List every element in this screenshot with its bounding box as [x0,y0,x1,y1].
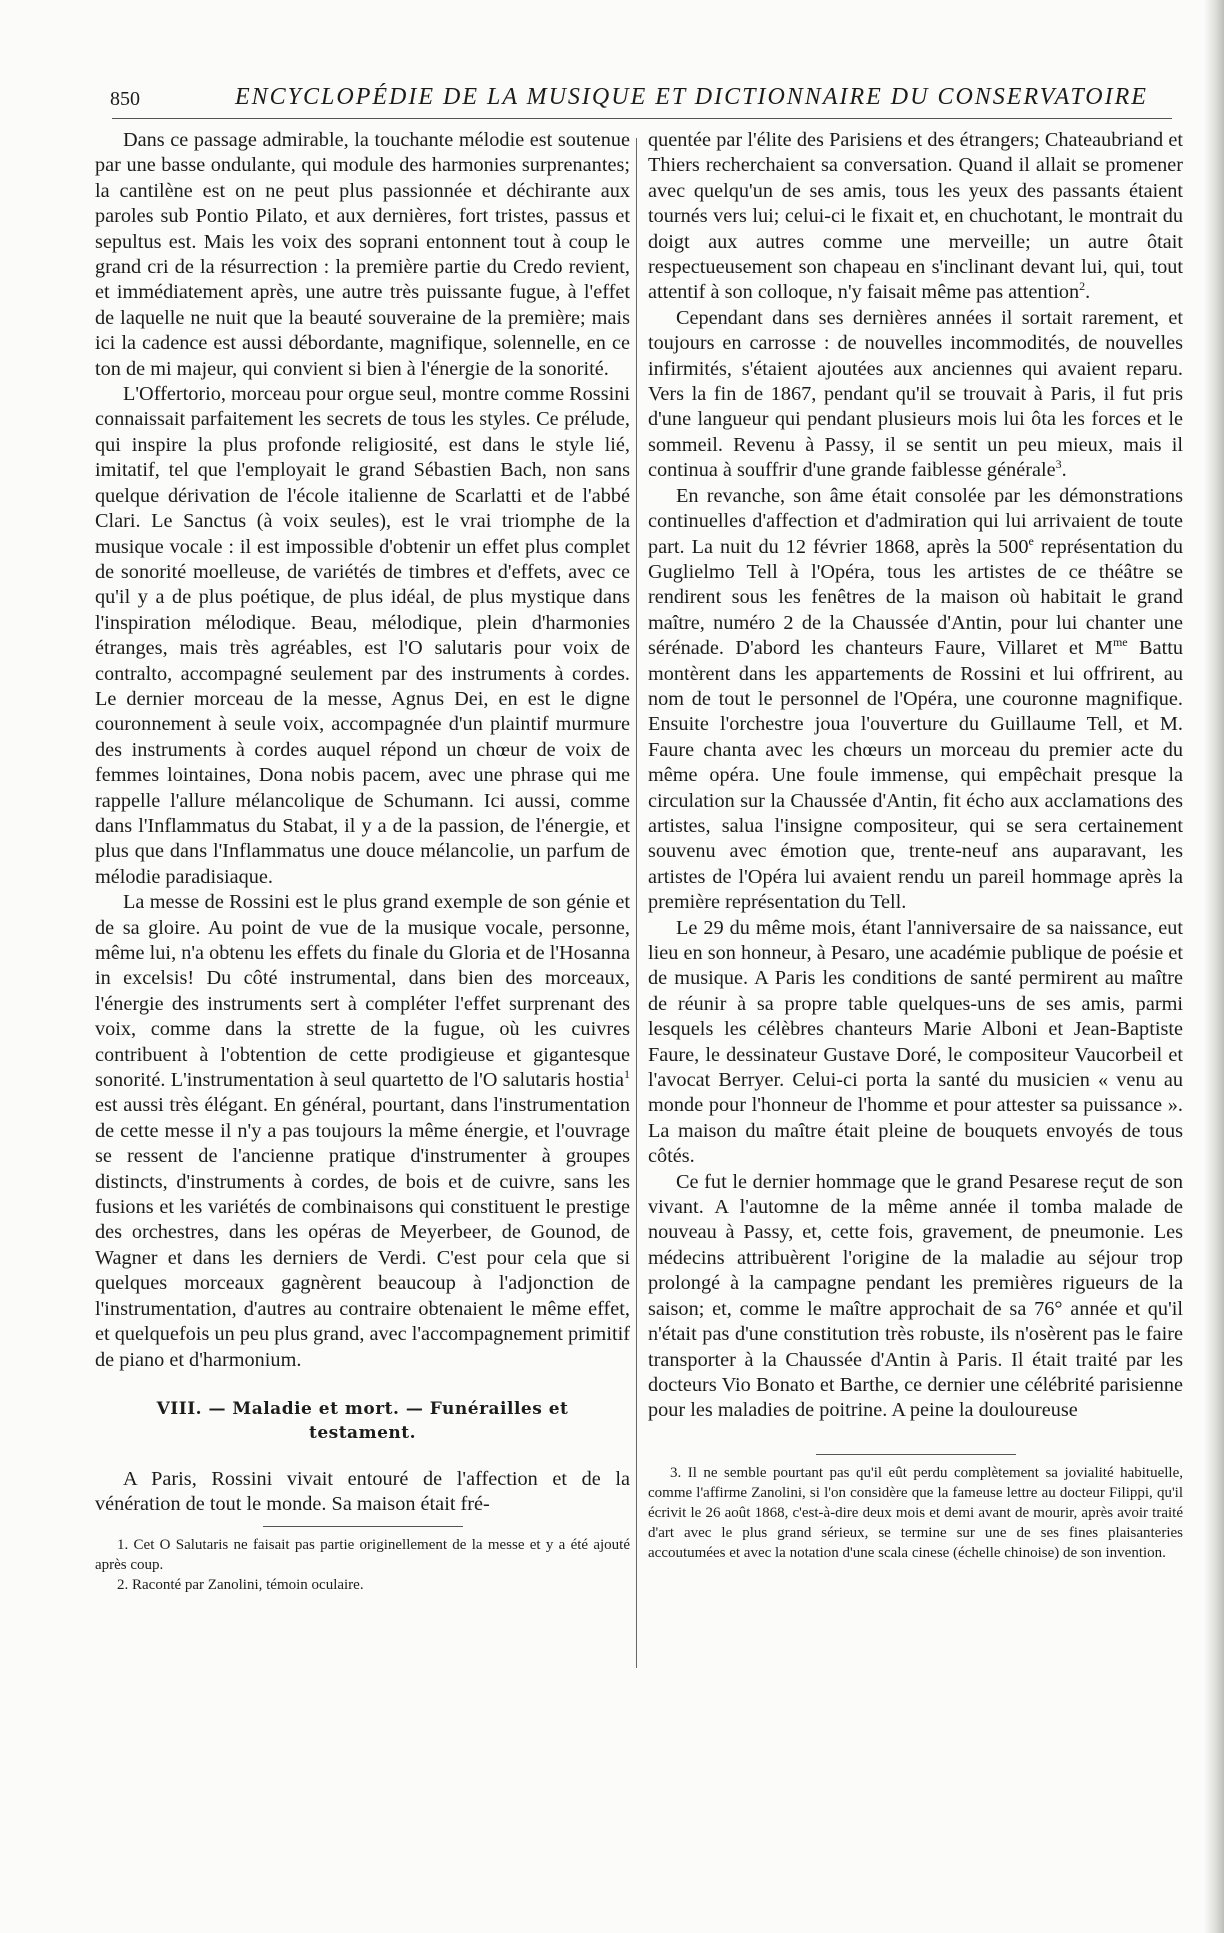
paragraph: Le 29 du même mois, étant l'anniversaire de sa naissance, eut lieu en son honneur, à Pesaro, une académie publique de poésie et de musique. A Paris les conditions de santé permirent au maître de réunir à sa propre table quelques-uns de ses amis, parmi lesquels les célèbres chanteurs Marie Alboni et Jean-Baptiste Faure, le dessinateur Gustave Doré, le compositeur Vaucorbeil et l'avocat Berryer. Celui-ci porta la santé du musicien « venu au monde pour l'honneur de l'homme et pour attester sa puissance ». La maison du maître était pleine de bouquets envoyés de tous côtés. [648,916,1183,1168]
header-rule [112,118,1172,119]
paragraph: quentée par l'élite des Parisiens et des étrangers; Chateaubriand et Thiers recherchaient sa conversation. Quand il allait se promener avec quelqu'un de ses amis, tous les yeux des passants étaient tournés vers lui; celui-ci le fixait et, en chuchotant, le montrait du doigt aux autres comme une merveille; un autre ôtait respectueusement son chapeau en s'inclinant devant lui, qui, tout attentif à son colloque, n'y faisait même pas attention$^2$. [648,129,1183,304]
paragraph: A Paris, Rossini vivait entouré de l'affection et de la vénération de tout le monde. Sa maison était fré- [95,1467,630,1516]
paragraph: La messe de Rossini est le plus grand exemple de son génie et de sa gloire. Au point de vue de la musique vocale, personne, même lui, n'a obtenu les effets du finale du Gloria et de l'Hosanna in excelsis! Du côté instrumental, dans bien des morceaux, l'énergie des instruments sert à compléter l'effet surprenant des voix, comme dans la strette de la fugue, où les cuivres contribuent à l'obtention de cette prodigieuse et gigantesque sonorité. L'instrumentation à seul quartetto de l'O salutaris hostia$^1$ est aussi très élégant. En général, pourtant, dans l'instrumentation de cette messe il n'y a pas toujours la même énergie, et l'ouvrage se ressent de l'ancienne pratique d'instrumenter à groupes distincts, d'instruments à cordes, de bois et de cuivre, sans les fusions et les variétés de combinaisons qui constituent le prestige des orchestres, dans les opéras de Meyerbeer, de Gounod, de Wagner et dans les derniers de Verdi. C'est pour cela que si quelques morceaux gagnèrent beaucoup à l'adjonction de l'instrumentation, d'autres au contraire obtenaient le même effet, et quelquefois un peu plus grand, avec l'accompagnement primitif de piano et d'harmonium. [95,891,630,1371]
footnote: 3. Il ne semble pourtant pas qu'il eût perdu complètement sa jovialité habituelle, comme l'affirme Zanolini, si l'on considère que la fameuse lettre au docteur Filippi, qu'il écrivit le 26 août 1868, c'est-à-dire deux mois et demi avant de mourir, après avoir traité d'art avec le plus grand sérieux, se termine sur une de ses fines plaisanteries accoutumées et avec la notation d'une scala cinese (échelle chinoise) de son invention. [648,1464,1183,1561]
page-header [110,84,1168,114]
footnotes [648,1463,1183,1563]
footnote-marker: 2 [1079,279,1086,294]
column-divider [636,138,637,1668]
paragraph: Cependant dans ses dernières années il sortait rarement, et toujours en carrosse : de nouvelles incommodités, de nouvelles infirmités, s'étaient ajoutées aux anciennes qui avaient reparu. Vers la fin de 1867, pendant qu'il se trouvait à Paris, il fut pris d'une langueur qui pendant plusieurs mois lui ôta les forces et le sommeil. Revenu à Passy, il se sentit un peu mieux, mais il continua à souffrir d'une grande faiblesse générale$^3$. [648,306,1183,482]
paragraph: L'Offertorio, morceau pour orgue seul, montre comme Rossini connaissait parfaitement les secrets de tous les styles. Ce prélude, qui inspire la plus profonde religiosité, est dans le style lié, imitatif, tel que l'employait le grand Sébastien Bach, non sans quelque dérivation de l'école italienne de Scarlatti et de l'abbé Clari. Le Sanctus (à voix seules), est le vrai triomphe de la musique vocale : il est impossible d'obtenir un effet plus complet de sonorité moelleuse, de variétés de timbres et d'effets, avec ce qu'il y a de plus poétique, de plus idéal, de plus mystique dans l'inspiration mélodique. Beau, mélodique, plein d'harmonies étranges, mais très agréables, est l'O salutaris pour voix de contralto, accompagné seulement par des instruments à cordes. Le dernier morceau de la messe, Agnus Dei, en est le digne couronnement à seule voix, accompagnée d'un plaintif murmure des instruments à cordes auquel répond un chœur de voix de femmes lointaines, Dona nobis pacem, avec une phrase qui me rappelle l'allure mélancolique de Schumann. Ici aussi, comme dans l'Inflammatus du Stabat, il y a de la passion, de l'énergie, et plus que dans l'Inflammatus une douce mélancolie, un parfum de mélodie paradisiaque. [95,383,631,888]
paragraph: Ce fut le dernier hommage que le grand Pesarese reçut de son vivant. A l'automne de la même année il tomba malade de nouveau à Passy, et, cette fois, gravement, de pneumonie. Les médecins attribuèrent l'origine de la maladie au séjour trop prolongé à la campagne pendant les premières rigueurs de la saison; et, comme le maître approchait de sa 76° année et qu'il n'était pas d'une constitution très robuste, ils n'osèrent pas le faire transporter à la Chaussée d'Antin à Paris. Il était traité par les docteurs Vio Bonato et Barthe, ce dernier une célébrité parisienne pour les maladies de poitrine. A peine la douloureuse [648,1170,1183,1422]
footnote: 2. Raconté par Zanolini, témoin oculaire. [117,1576,364,1593]
right-column [648,128,1183,1563]
left-column [95,128,630,1595]
footnotes [95,1535,630,1595]
running-title: ENCYCLOPÉDIE DE LA MUSIQUE ET DICTIONNAIRE DU CONSERVATOIRE [235,84,1148,110]
page-number: 850 [110,88,140,110]
footnote-rule [263,1526,463,1527]
footnote-rule [816,1454,1016,1455]
footnote-marker: 1 [624,1067,630,1082]
scan-edge [1204,0,1224,1933]
footnote-marker: 3 [1055,457,1062,472]
paragraph: Dans ce passage admirable, la touchante mélodie est soutenue par une basse ondulante, qui module des harmonies surprenantes; la cantilène est on ne peut plus passionnée et déchirante aux paroles sub Pontio Pilato, et aux dernières, fort tristes, passus et sepultus est. Mais les voix des soprani entonnent tout à coup le grand cri de la résurrection : la première partie du Credo revient, et immédiatement après, une autre très puissante fugue, à l'effet de laquelle ne nuit que la beauté souveraine de la première; mais ici la cadence est aussi débordante, magnifique, solennelle, en ce ton de mi majeur, qui convient si bien à l'énergie de la sonorité. [95,129,630,380]
section-heading: VIII. — Maladie et mort. — Funérailles et testament. [156,1398,569,1443]
paragraph: En revanche, son âme était consolée par les démonstrations continuelles d'affection et d'admiration qui lui arrivaient de toute part. La nuit du 12 février 1868, après la 500e représentation du Guglielmo Tell à l'Opéra, tous les artistes de ce théâtre se rendirent sous les fenêtres de la maison où habitait le grand maître, numéro 2 de la Chaussée d'Antin, pour lui chanter une sérénade. D'abord les chanteurs Faure, Villaret et $M^{me}$ Battu montèrent dans les appartements de Rossini et lui offrirent, au nom de tout le personnel de l'Opéra, une couronne magnifique. Ensuite l'orchestre joua l'ouverture du Guillaume Tell, et M. Faure chanta avec les chœurs un morceau du premier acte du même opéra. Une foule immense, qui empêchait presque la circulation sur la Chaussée d'Antin, fit écho aux acclamations des artistes, salua l'insigne compositeur, qui se sera certainement souvenu avec émotion que, trente-neuf ans auparavant, les artistes de l'Opéra lui avaient rendu un pareil hommage après la première représentation du Tell. [648,484,1184,914]
footnote: 1. Cet O Salutaris ne faisait pas partie originellement de la messe et y a été ajouté après coup. [95,1536,630,1573]
